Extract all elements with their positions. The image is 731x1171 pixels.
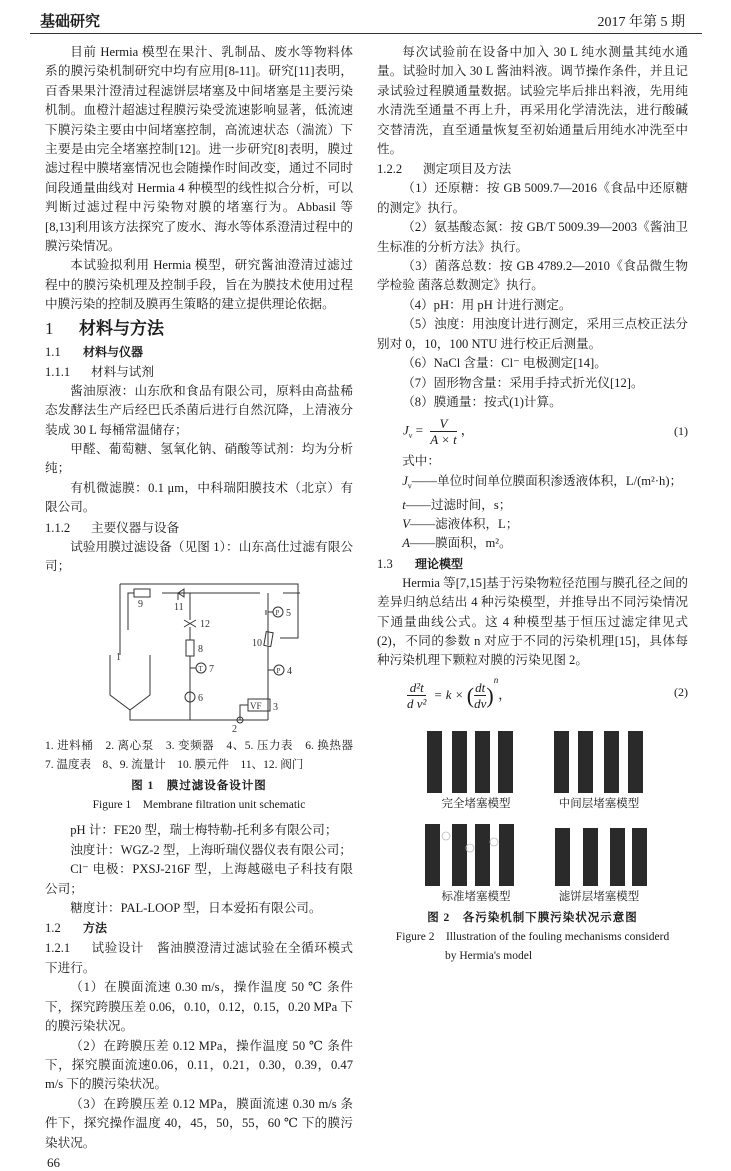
membrane-pore-wall xyxy=(578,731,593,793)
section-title: 方法 xyxy=(83,921,108,936)
membrane-pore-wall xyxy=(583,828,598,886)
paragraph: （1）还原糖：按 GB 5009.7—2016《食品中还原糖的测定》执行。 xyxy=(377,181,688,215)
equation-number: (2) xyxy=(674,684,688,699)
figure-2 xyxy=(377,729,688,966)
eq-denominator: A × t xyxy=(430,432,457,448)
eq-punct: ， xyxy=(460,422,474,438)
panel-cake-filtration xyxy=(555,828,647,886)
figure-2-row-2 xyxy=(420,822,655,888)
def-symbol: A xyxy=(402,536,410,551)
paragraph: 酱油原液：山东欣和食品有限公司，原料由高盐稀态发酵法生产后经巴氏杀菌后进行自然沉降，上清液分装成 30 L 每桶常温储存； xyxy=(45,383,353,437)
paragraph: （1）在膜面流速 0.30 m/s，操作温度 50 ℃ 条件下，探究跨膜压差 0.06，0.10，0.12，0.15，0.20 MPa 下的膜污染状况。 xyxy=(45,980,353,1034)
figure-2-row-1 xyxy=(420,729,655,795)
eq-denominator: dv xyxy=(474,696,487,712)
figure-2-label-row xyxy=(420,795,655,814)
eq-denominator: d v² xyxy=(407,696,427,712)
eq-operator: = xyxy=(415,422,423,438)
def-text: ——过滤时间，s； xyxy=(405,497,512,512)
label-9: 9 xyxy=(138,599,143,611)
paragraph: （5）浊度：用浊度计进行测定，采用三点校正法分别对 0，10，100 NTU 进行校正后测量。 xyxy=(377,317,688,351)
eq-numerator: V xyxy=(439,416,448,432)
equation-number: (1) xyxy=(674,424,688,439)
label-1: 1 xyxy=(116,652,121,664)
paragraph: 有机微滤膜：0.1 μm，中科瑞阳膜技术（北京）有限公司。 xyxy=(45,480,353,515)
right-column xyxy=(377,43,688,966)
paragraph: 目前 Hermia 模型在果汁、乳制品、废水等物料体系的膜污染机制研究中均有应用[8-11]。研究[11]表明，百香果果汁澄清过程滤饼层堵塞及中间堵塞是主要污染机制。血橙汁超滤过程膜污染受流速影响显著，低流速下膜污染主要由中间堵塞控制，高流速状态（湍流）下主要是由完全堵塞控制[12]。进一步研究[8]表明，膜过滤过程中膜堵塞情况也会随操作时间改变，通过不同时间段通量曲线对 Hermia 4 种模型的线性拟合分析，可以判断过滤过程中污染物对膜的堵塞行为。Abbasil 等[8,13]利用该方法探究了废水、海水等体系澄清过程中的膜污染情况。 xyxy=(45,45,353,254)
journal-section: 基础研究 xyxy=(40,13,101,30)
panel-label: 中间层堵塞模型 xyxy=(558,798,640,811)
definition xyxy=(377,534,688,553)
membrane-pore-wall xyxy=(610,828,625,886)
def-text: ——单位时间单位膜面积渗透液体积，L/(m²·h)； xyxy=(411,473,683,488)
left-column xyxy=(45,43,365,1171)
paragraph: （8）膜通量：按式(1)计算。 xyxy=(402,394,562,409)
def-symbol: V xyxy=(402,517,410,532)
eq-subscript: v xyxy=(408,431,413,441)
subsection-heading xyxy=(45,938,353,978)
membrane-pore-wall xyxy=(632,828,647,886)
membrane-pore-wall xyxy=(628,731,643,793)
paragraph: （6）NaCl 含量：Cl⁻ 电极测定[14]。 xyxy=(402,356,607,371)
eq-numerator: d²t xyxy=(409,680,424,696)
panel-standard-blocking xyxy=(425,824,514,886)
paragraph: Cl⁻ 电极：PXSJ-216F 型，上海越磁电子科技有限公司； xyxy=(45,862,353,896)
paragraph: 每次试验前在设备中加入 30 L 纯水测量其纯水通量。试验时加入 30 L 酱油料液。调节操作条件，并且记录试验过程膜通量数据。试验完毕后排出料液，先用纯水清洗至通量不再上升，再采用化学清洗法，进行酸碱交替清洗，直至通量恢复至初始通量后用纯水冲洗至中性。 xyxy=(377,45,688,157)
figure-1-legend: 1. 进料桶 2. 离心泵 3. 变频器 4、5. 压力表 6. 换热器 7. 温度表 8、9. 流量计 10. 膜元件 11、12. 阀门 xyxy=(45,740,365,772)
section-heading xyxy=(45,317,353,341)
eq-symbol: J xyxy=(403,422,409,438)
paragraph: 甲醛、葡萄糖、氢氧化钠、硝酸等试剂：均为分析纯； xyxy=(45,441,353,476)
panel-label: 滤饼层堵塞模型 xyxy=(558,891,640,904)
eq-punct: ， xyxy=(498,686,512,702)
paragraph: 浊度计：WGZ-2 型，上海昕瑞仪器仪表有限公司； xyxy=(70,842,352,857)
header-rule xyxy=(30,33,702,34)
eq-paren: ( xyxy=(466,682,475,708)
paragraph: （2）氨基酸态氮：按 GB/T 5009.39—2003《酱油卫生标准的分析方法》执行。 xyxy=(377,220,688,254)
figure-2-caption-cn: 图 2 各污染机制下膜污染状况示意图 xyxy=(427,912,638,925)
thermometer-symbol: T xyxy=(198,665,203,674)
section-number: 1.1.2 xyxy=(45,520,71,535)
label-11: 11 xyxy=(174,602,184,614)
figure-1-schematic xyxy=(90,580,310,735)
subsection-heading xyxy=(45,518,353,538)
section-title: 材料与方法 xyxy=(79,318,164,338)
paragraph: （4）pH：用 pH 计进行测定。 xyxy=(402,297,572,312)
section-title: 主要仪器与设备 xyxy=(91,520,180,535)
label-2: 2 xyxy=(232,724,237,736)
eq-operator: = k × xyxy=(433,686,464,702)
section-title: 试验设计 xyxy=(91,941,144,956)
label-8: 8 xyxy=(198,644,203,656)
membrane-pore-wall xyxy=(555,828,570,886)
panel-label: 标准堵塞模型 xyxy=(441,891,511,904)
figure-2-caption-en: Figure 2 Illustration of the fouling mechanisms considerd xyxy=(395,931,670,944)
figure-2-caption-en-line2: by Hermia's model xyxy=(445,950,533,963)
section-title: 材料与仪器 xyxy=(83,344,144,359)
panel-intermediate-blocking xyxy=(554,731,643,793)
eq-fraction xyxy=(430,416,457,447)
equation-2 xyxy=(377,675,688,712)
section-number: 1.2.1 xyxy=(45,941,71,956)
def-symbol: J xyxy=(402,473,408,488)
label-10: 10 xyxy=(252,638,262,650)
pressure-gauge-symbol: P xyxy=(276,667,281,676)
section-title: 材料与试剂 xyxy=(91,364,154,379)
figure-1-caption-cn: 图 1 膜过滤设备设计图 xyxy=(131,780,267,793)
label-12: 12 xyxy=(200,619,210,631)
membrane-pore-wall xyxy=(475,824,490,886)
label-4: 4 xyxy=(287,666,292,678)
eq-paren: ) xyxy=(486,682,494,708)
eq-fraction xyxy=(474,680,486,711)
subsection-heading xyxy=(377,554,688,574)
definition xyxy=(377,496,688,515)
eq-exponent: n xyxy=(493,674,499,685)
where-label: 式中： xyxy=(402,454,440,469)
paragraph: 本试验拟利用 Hermia 模型，研究酱油澄清过滤过程中的膜污染机理及控制手段，旨在为膜技术使用过程中膜污染的控制及膜再生策略的建立提供理论依据。 xyxy=(45,258,353,312)
definition xyxy=(377,515,688,534)
paragraph: （7）固形物含量：采用手持式折光仪[12]。 xyxy=(402,375,644,390)
section-title: 测定项目及方法 xyxy=(423,162,512,177)
membrane-pore-wall xyxy=(475,731,490,793)
membrane-pore-wall xyxy=(452,824,467,886)
eq-numerator: dt xyxy=(475,680,486,696)
label-5: 5 xyxy=(286,608,291,620)
subsection-heading xyxy=(45,342,353,362)
panel-complete-blocking xyxy=(427,731,513,793)
label-vf: VF xyxy=(250,701,262,712)
def-subscript: v xyxy=(407,481,412,491)
def-text: ——膜面积，m²。 xyxy=(409,536,512,551)
label-6: 6 xyxy=(198,693,203,705)
section-title: 理论模型 xyxy=(415,556,464,571)
paragraph: 试验用膜过滤设备（见图 1）：山东高仕过滤有限公司； xyxy=(45,539,353,573)
membrane-pore-wall xyxy=(452,731,467,793)
paragraph: 酱油膜澄清过滤试验在全循环模式下进行。 xyxy=(45,941,354,976)
subsection-heading xyxy=(45,918,353,938)
equation-1 xyxy=(377,416,688,448)
paragraph: pH 计：FE20 型，瑞士梅特勒-托利多有限公司； xyxy=(70,823,338,838)
membrane-pore-wall xyxy=(499,824,514,886)
section-number: 1.1 xyxy=(45,344,61,359)
subsection-heading xyxy=(45,362,353,382)
paragraph: Hermia 等[7,15]基于污染物粒径范围与膜孔径之间的差异归纳总结出 4 种污染模型，并推导出不同污染情况下通量曲线公式。这 4 种模型基于恒压过滤定律见式(2)，不同的参数 n 对应于不同的污染机理[15]，具体每种污染机理下颗粒对膜的污染见图 2。 xyxy=(377,575,688,668)
figure-1-caption-en: Figure 1 Membrane filtration unit schematic xyxy=(92,799,306,812)
definition xyxy=(377,472,688,496)
paragraph: （3）菌落总数：按 GB 4789.2—2010《食品微生物学检验 菌落总数测定》执行。 xyxy=(377,259,688,293)
paragraph: 糖度计：PAL-LOOP 型，日本爱拓有限公司。 xyxy=(70,900,322,915)
membrane-pore-wall xyxy=(604,731,619,793)
label-3: 3 xyxy=(273,702,278,714)
paragraph: （3）在跨膜压差 0.12 MPa，膜面流速 0.30 m/s 条件下，探究操作温度 40，45，50，55，60 ℃ 下的膜污染状况。 xyxy=(45,1096,353,1150)
section-number: 1.2 xyxy=(45,921,61,936)
section-number: 1.2.2 xyxy=(377,162,403,177)
pressure-gauge-symbol: P xyxy=(275,609,280,618)
figure-2-label-row xyxy=(420,888,655,907)
paragraph: （2）在跨膜压差 0.12 MPa，操作温度 50 ℃ 条件下，探究膜面流速0.06，0.11，0.21，0.30，0.39，0.47 m/s 下的膜污染状况。 xyxy=(45,1038,353,1092)
label-7: 7 xyxy=(209,664,214,676)
page-number: 66 xyxy=(47,1155,60,1171)
panel-label: 完全堵塞模型 xyxy=(441,798,511,811)
membrane-pore-wall xyxy=(498,731,513,793)
section-number: 1 xyxy=(45,318,54,338)
section-number: 1.1.1 xyxy=(45,364,71,379)
subsection-heading xyxy=(377,159,688,179)
membrane-pore-wall xyxy=(425,824,440,886)
eq-fraction xyxy=(407,680,426,711)
journal-issue: 2017 年第 5 期 xyxy=(597,15,685,30)
membrane-pore-wall xyxy=(427,731,442,793)
def-text: ——滤液体积，L； xyxy=(409,517,519,532)
membrane-pore-wall xyxy=(554,731,569,793)
section-number: 1.3 xyxy=(377,556,393,571)
def-symbol: t xyxy=(402,497,406,512)
